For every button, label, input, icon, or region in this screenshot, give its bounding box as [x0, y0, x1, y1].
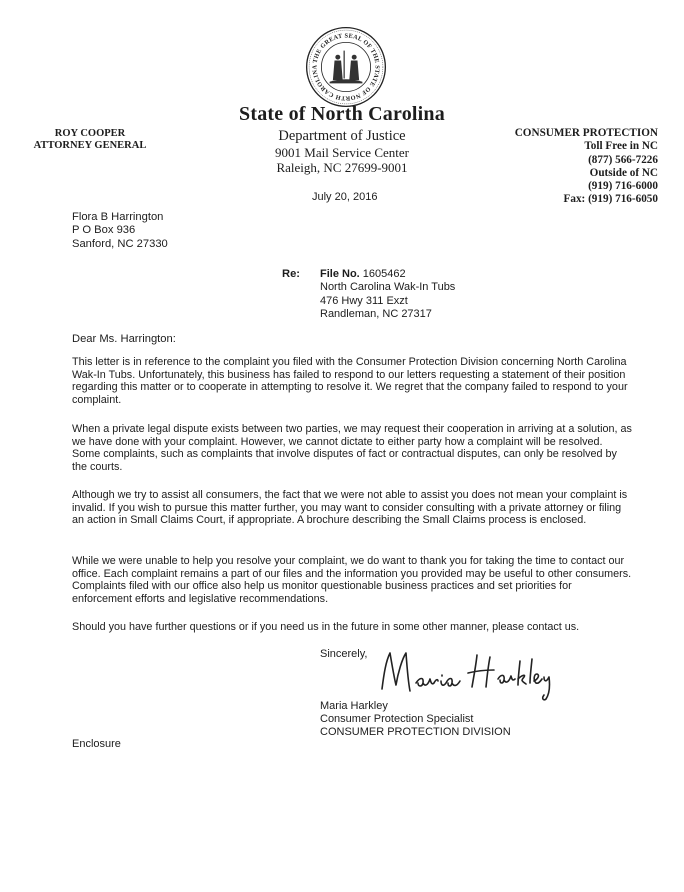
- department-address-line1: 9001 Mail Service Center: [275, 144, 409, 160]
- recipient-name: Flora B Harrington: [72, 211, 164, 223]
- handwritten-signature: [376, 643, 556, 705]
- attorney-general-name: ROY COOPER: [54, 128, 126, 139]
- department-block: [210, 129, 474, 176]
- signer-block: [320, 700, 511, 738]
- re-block: [320, 268, 455, 321]
- body-paragraph-2: When a private legal dispute exists between two parties, we may request their cooperation in arriving at a solution, as we have done with your complaint. However, we cannot dictate to either party how a complaint will be resolved. Some complaints, such as complaints that involve disputes of fact or contractual disputes, can only be resolved by the courts.: [72, 423, 632, 473]
- attorney-general-block: [20, 128, 160, 152]
- file-number-line: [320, 268, 455, 281]
- closing: Sincerely,: [320, 648, 368, 660]
- re-address1: 476 Hwy 311 Exzt: [320, 294, 408, 307]
- tollfree-number: (877) 566-7226: [588, 153, 658, 166]
- state-seal-logo: [305, 26, 387, 108]
- re-label: Re:: [282, 268, 301, 280]
- seal-ring-text: THE GREAT SEAL OF THE STATE OF NORTH CAROLINA: [311, 32, 381, 102]
- consumer-protection-contact-block: [490, 127, 658, 207]
- tollfree-label: Toll Free in NC: [584, 140, 658, 153]
- re-address2: Randleman, NC 27317: [320, 307, 432, 320]
- body-paragraph-3: Although we try to assist all consumers, the fact that we were not able to assist you does not mean your complaint is invalid. If you wish to pursue this matter further, you may want to consider consulting with a private attorney or filing an action in Small Claims Court, if appropriate. A brochure describing the Small Claims process is enclosed.: [72, 489, 628, 527]
- signer-title: Consumer Protection Specialist: [320, 712, 474, 725]
- body-paragraph-5: Should you have further questions or if you need us in the future in some other manner, please contact us.: [72, 621, 580, 633]
- salutation: Dear Ms. Harrington:: [72, 333, 176, 345]
- body-paragraph-1: This letter is in reference to the complaint you filed with the Consumer Protection Division concerning North Carolina Wak-In Tubs. Unfortunately, this business has failed to respond to our letters requesting a statement of their position regarding this matter or to cooperate in attempting to resolve it. We regret that the company failed to respond to your complaint.: [72, 356, 628, 406]
- outside-number: (919) 716-6000: [588, 180, 658, 193]
- outside-label: Outside of NC: [589, 166, 658, 179]
- attorney-general-title: ATTORNEY GENERAL: [33, 140, 147, 151]
- state-title: State of North Carolina: [239, 103, 445, 125]
- file-number: 1605462: [362, 268, 406, 280]
- enclosure-note: Enclosure: [72, 738, 121, 750]
- signer-name: Maria Harkley: [320, 700, 388, 712]
- fax-number: Fax: (919) 716-6050: [563, 193, 658, 206]
- file-label: File No.: [320, 268, 360, 280]
- signer-division: CONSUMER PROTECTION DIVISION: [320, 725, 511, 738]
- letter-date: July 20, 2016: [312, 191, 378, 203]
- body-paragraph-4: While we were unable to help you resolve your complaint, we do want to thank you for taking the time to contact our office. Each complaint remains a part of our files and the information you provided may be useful to other consumers. Complaints filed with our office also help us monitor questionable business practices and set priorities for enforcement efforts and legislative recommendations.: [72, 555, 632, 605]
- department-name: Department of Justice: [278, 128, 406, 144]
- division-name: CONSUMER PROTECTION: [514, 127, 658, 139]
- recipient-line3: Sanford, NC 27330: [72, 237, 168, 250]
- re-company: North Carolina Wak-In Tubs: [320, 281, 456, 294]
- department-address-line2: Raleigh, NC 27699-9001: [276, 160, 408, 175]
- recipient-line2: P O Box 936: [72, 224, 136, 237]
- recipient-address: [72, 211, 168, 251]
